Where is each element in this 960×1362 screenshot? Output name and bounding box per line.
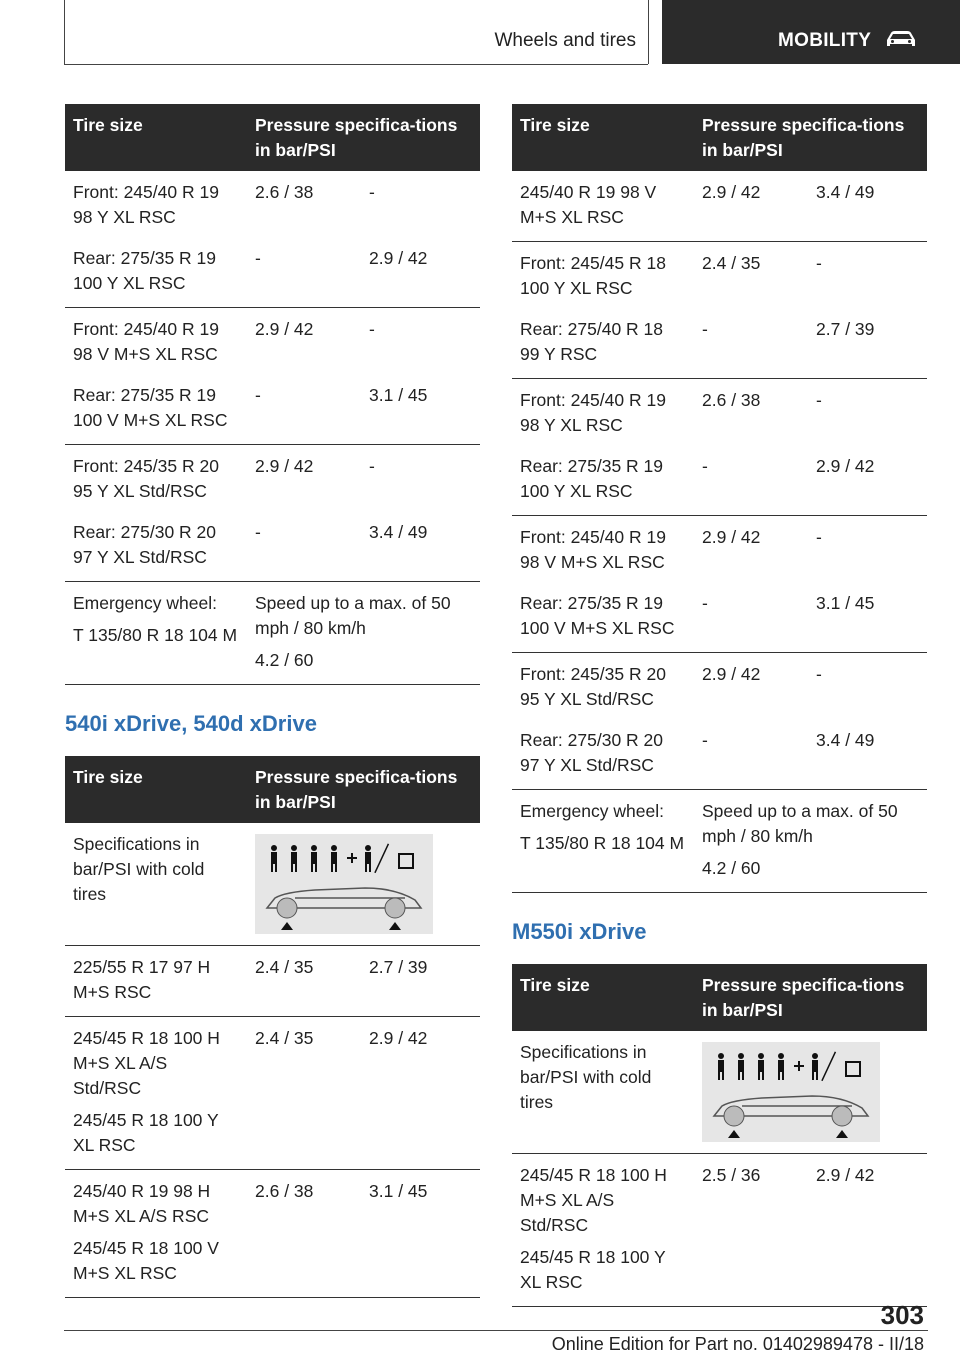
emergency-speed: Speed up to a max. of 50 mph / 80 km/h (702, 801, 898, 846)
pressure-cell: - (369, 319, 375, 339)
table-row (512, 308, 927, 379)
tire-pressure-table-m550 (512, 964, 927, 1307)
table-row (65, 511, 480, 582)
tire-pressure-table-540 (65, 756, 480, 1298)
tire-pressure-table-2 (512, 104, 927, 893)
pressure-cell: - (694, 308, 808, 379)
emergency-spec-cell (247, 582, 480, 685)
pressure-cell: 2.5 / 36 (694, 1154, 808, 1307)
table-row (65, 946, 480, 1017)
table-row (65, 171, 480, 237)
pressure-cell: 2.4 / 35 (247, 1017, 361, 1170)
pressure-cell: 2.9 / 42 (255, 456, 314, 476)
pressure-cell: 2.9 / 42 (694, 171, 808, 242)
table-header-row (512, 964, 927, 1031)
pressure-cell: - (247, 374, 361, 445)
tire-size: 245/45 R 18 100 V M+S XL RSC (73, 1238, 219, 1283)
pressure-cell: - (694, 582, 808, 653)
pressure-cell: 2.7 / 39 (361, 946, 480, 1017)
pressure-cell: - (247, 237, 361, 308)
chapter-label: MOBILITY (778, 30, 872, 51)
pressure-cell: - (369, 456, 375, 476)
pressure-cell: - (816, 664, 822, 684)
right-column (512, 104, 927, 1307)
emergency-wheel-row (65, 582, 480, 685)
tire-size-cell: Front: 245/35 R 20 95 Y XL Std/RSC (520, 664, 666, 709)
footer-rule (64, 1330, 928, 1331)
emergency-wheel-row (512, 790, 927, 893)
spec-note: Specifications in bar/PSI with cold tires (65, 823, 247, 946)
emergency-pressure: 4.2 / 60 (702, 858, 761, 878)
emergency-pressure: 4.2 / 60 (255, 650, 314, 670)
pressure-cell: 2.9 / 42 (361, 237, 480, 308)
table-row (512, 653, 927, 720)
emergency-spec-cell (694, 790, 927, 893)
pressure-cell: 2.4 / 35 (702, 253, 761, 273)
pictogram-cell (247, 823, 480, 946)
table-row (65, 1017, 480, 1170)
load-pictogram (255, 834, 433, 934)
header-chapter-tab[interactable] (662, 0, 960, 64)
table-row (512, 1154, 927, 1307)
tire-size-cell: Rear: 275/30 R 20 97 Y XL Std/RSC (512, 719, 694, 790)
car-icon (884, 28, 918, 50)
pressure-cell: 2.9 / 42 (702, 664, 761, 684)
pictogram-cell (694, 1031, 927, 1154)
table-row (65, 308, 480, 375)
pressure-cell: 2.4 / 35 (247, 946, 361, 1017)
table-row (65, 445, 480, 512)
tire-size-cell: Rear: 275/35 R 19 100 V M+S XL RSC (512, 582, 694, 653)
tire-size-cell: Front: 245/40 R 19 98 Y XL RSC (520, 390, 666, 435)
tire-size-cell: Front: 245/40 R 19 98 Y XL RSC (73, 182, 219, 227)
col-tire-size: Tire size (512, 104, 694, 171)
tire-size-cell: Front: 245/40 R 19 98 V M+S XL RSC (73, 319, 219, 364)
header-section-title: Wheels and tires (494, 30, 636, 51)
load-people-car-icon (255, 834, 433, 934)
pressure-cell: 2.6 / 38 (255, 182, 314, 202)
pressure-cell: - (247, 511, 361, 582)
table-row (512, 242, 927, 309)
pressure-cell: 2.9 / 42 (255, 319, 314, 339)
pressure-cell: 2.6 / 38 (247, 1170, 361, 1298)
col-pressure: Pressure specifica-tions in bar/PSI (247, 756, 480, 823)
tire-size-cell: Rear: 275/35 R 19 100 Y XL RSC (65, 237, 247, 308)
table-row (512, 719, 927, 790)
table-header-row (65, 756, 480, 823)
emergency-label: Emergency wheel: (520, 801, 664, 821)
pressure-cell: - (694, 445, 808, 516)
tire-size: 245/45 R 18 100 H M+S XL A/S Std/RSC (73, 1028, 220, 1098)
pressure-cell: - (369, 182, 375, 202)
page-number: 303 (880, 1300, 924, 1330)
table-row (512, 582, 927, 653)
tire-size-cell (65, 946, 247, 1017)
tire-size-cell: 245/40 R 19 98 V M+S XL RSC (512, 171, 694, 242)
pressure-cell: - (816, 527, 822, 547)
tire-size-cell: Rear: 275/30 R 20 97 Y XL Std/RSC (65, 511, 247, 582)
col-pressure: Pressure specifica-tions in bar/PSI (247, 104, 480, 171)
header-right-rule (648, 0, 649, 64)
spec-note: Specifications in bar/PSI with cold tires (512, 1031, 694, 1154)
pressure-cell: 2.7 / 39 (808, 308, 927, 379)
tire-size-cell: Front: 245/35 R 20 95 Y XL Std/RSC (73, 456, 219, 501)
table-row (512, 171, 927, 242)
tire-size: 245/45 R 18 100 Y XL RSC (520, 1247, 666, 1292)
tire-size-cell: Rear: 275/35 R 19 100 Y XL RSC (512, 445, 694, 516)
tire-size-cell: Front: 245/40 R 19 98 V M+S XL RSC (520, 527, 666, 572)
pressure-cell: 3.4 / 49 (361, 511, 480, 582)
pressure-cell: - (816, 390, 822, 410)
load-pictogram-row (65, 823, 480, 946)
header-bottom-rule (64, 64, 648, 65)
table-row (512, 379, 927, 446)
header-left-rule (64, 0, 65, 64)
pressure-cell: 2.9 / 42 (808, 445, 927, 516)
pressure-cell: 2.9 / 42 (702, 527, 761, 547)
edition-note: Online Edition for Part no. 01402989478 - II/18 (551, 1334, 924, 1354)
pressure-cell: 2.9 / 42 (808, 1154, 927, 1307)
load-pictogram-row (512, 1031, 927, 1154)
tire-size-cell (65, 1017, 247, 1170)
emergency-speed: Speed up to a max. of 50 mph / 80 km/h (255, 593, 451, 638)
emergency-size: T 135/80 R 18 104 M (73, 625, 238, 645)
pressure-cell: 2.9 / 42 (361, 1017, 480, 1170)
left-column (65, 104, 480, 1298)
tire-size: 245/45 R 18 100 H M+S XL A/S Std/RSC (520, 1165, 667, 1235)
emergency-size: T 135/80 R 18 104 M (520, 833, 685, 853)
tire-pressure-table-1 (65, 104, 480, 685)
tire-size-cell: Rear: 275/40 R 18 99 Y RSC (512, 308, 694, 379)
section-heading-540: 540i xDrive, 540d xDrive (65, 711, 317, 736)
tire-size: 225/55 R 17 97 H M+S RSC (73, 957, 211, 1002)
tire-size: 245/40 R 19 98 H M+S XL A/S RSC (73, 1181, 211, 1226)
emergency-size-cell (65, 582, 247, 685)
emergency-size-cell (512, 790, 694, 893)
tire-size-cell: Rear: 275/35 R 19 100 V M+S XL RSC (65, 374, 247, 445)
tire-size-cell (65, 1170, 247, 1298)
table-row (65, 237, 480, 308)
pressure-cell: - (694, 719, 808, 790)
col-tire-size: Tire size (65, 756, 247, 823)
table-header-row (65, 104, 480, 171)
pressure-cell: - (816, 253, 822, 273)
emergency-label: Emergency wheel: (73, 593, 217, 613)
pressure-cell: 3.1 / 45 (808, 582, 927, 653)
tire-size-cell: Front: 245/45 R 18 100 Y XL RSC (520, 253, 666, 298)
load-people-car-icon (702, 1042, 880, 1142)
table-row (512, 516, 927, 583)
col-pressure: Pressure specifica-tions in bar/PSI (694, 104, 927, 171)
pressure-cell: 3.4 / 49 (808, 171, 927, 242)
tire-size-cell (512, 1154, 694, 1307)
table-row (512, 445, 927, 516)
pressure-cell: 2.6 / 38 (702, 390, 761, 410)
table-header-row (512, 104, 927, 171)
table-row (65, 1170, 480, 1298)
table-row (65, 374, 480, 445)
col-tire-size: Tire size (65, 104, 247, 171)
load-pictogram (702, 1042, 880, 1142)
col-tire-size: Tire size (512, 964, 694, 1031)
tire-size: 245/45 R 18 100 Y XL RSC (73, 1110, 219, 1155)
section-heading-m550: M550i xDrive (512, 919, 647, 944)
pressure-cell: 3.1 / 45 (361, 374, 480, 445)
col-pressure: Pressure specifica-tions in bar/PSI (694, 964, 927, 1031)
pressure-cell: 3.4 / 49 (808, 719, 927, 790)
pressure-cell: 3.1 / 45 (361, 1170, 480, 1298)
